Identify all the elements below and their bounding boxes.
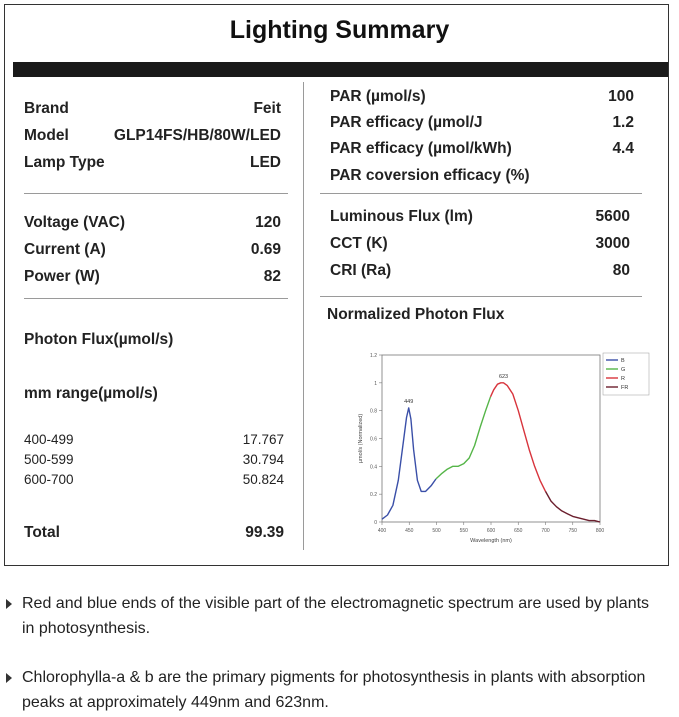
title-bar xyxy=(13,62,668,77)
y-tick-label: 0.2 xyxy=(370,492,377,499)
legend-label: G xyxy=(621,367,626,373)
current-value: 0.69 xyxy=(250,241,281,258)
range-value: 17.767 xyxy=(242,432,284,447)
x-tick-label: 550 xyxy=(459,528,468,534)
x-tick-label: 750 xyxy=(568,528,577,534)
range-value: 50.824 xyxy=(242,472,284,487)
par-efficacy-j-label: PAR efficacy (µmol/J xyxy=(330,114,483,131)
range-label: 600-700 xyxy=(24,472,74,487)
brand-label: Brand xyxy=(24,100,69,117)
x-tick-label: 650 xyxy=(514,528,523,534)
y-tick-label: 0.6 xyxy=(370,436,377,443)
legend-label: FR xyxy=(621,385,629,391)
power-label: Power (W) xyxy=(24,268,100,285)
peak-label: 623 xyxy=(498,373,509,380)
cri-value: 80 xyxy=(612,262,630,279)
y-tick-label: 0.8 xyxy=(370,408,377,415)
y-tick-label: 1.2 xyxy=(370,353,377,359)
left-divider-1 xyxy=(24,193,288,194)
legend-label: R xyxy=(621,376,625,382)
model-value: GLP14FS/HB/80W/LED xyxy=(113,127,281,144)
par-efficacy-kwh-value: 4.4 xyxy=(612,140,634,157)
brand-value: Feit xyxy=(253,100,281,117)
x-tick-label: 400 xyxy=(377,528,387,534)
y-tick-label: 1 xyxy=(374,380,377,387)
bullet-arrow-icon xyxy=(6,599,12,609)
par-efficacy-kwh-label: PAR efficacy (µmol/kWh) xyxy=(330,140,512,157)
lamptype-label: Lamp Type xyxy=(24,154,105,171)
note-text: Chlorophylla-a & b are the primary pigments for photosynthesis in plants with absorption peaks at approximately 449nm and 623nm. xyxy=(22,669,646,711)
range-value: 30.794 xyxy=(242,452,284,467)
model-label: Model xyxy=(24,127,69,144)
x-tick-label: 450 xyxy=(405,528,414,534)
peak-label: 449 xyxy=(404,398,414,405)
chart-heading: Normalized Photon Flux xyxy=(327,306,505,323)
total-label: Total xyxy=(24,524,60,541)
cct-value: 3000 xyxy=(595,235,630,252)
plot-area xyxy=(382,355,600,522)
series-line-r xyxy=(491,383,546,492)
x-tick-label: 500 xyxy=(432,528,441,534)
photon-flux-chart xyxy=(336,345,658,550)
x-axis-label: Wavelength (nm) xyxy=(470,538,512,544)
luminous-flux-value: 5600 xyxy=(595,208,630,225)
x-tick-label: 600 xyxy=(486,528,496,534)
power-value: 82 xyxy=(263,268,281,285)
series-line-fr xyxy=(546,491,601,522)
par-efficacy-j-value: 1.2 xyxy=(612,114,634,131)
y-tick-label: 0.4 xyxy=(370,464,377,471)
x-tick-label: 700 xyxy=(541,528,550,534)
right-divider-2 xyxy=(320,296,642,297)
cct-label: CCT (K) xyxy=(330,235,388,252)
y-tick-label: 0 xyxy=(374,520,377,526)
photon-flux-heading: Photon Flux(µmol/s) xyxy=(24,331,174,348)
legend-label: B xyxy=(621,358,625,364)
left-divider-2 xyxy=(24,298,288,299)
range-heading: mm range(µmol/s) xyxy=(24,385,158,402)
total-value: 99.39 xyxy=(245,524,284,541)
series-line-b xyxy=(382,408,436,519)
column-divider xyxy=(303,82,304,550)
voltage-value: 120 xyxy=(255,214,281,231)
par-label: PAR (µmol/s) xyxy=(330,88,426,105)
luminous-flux-label: Luminous Flux (lm) xyxy=(330,208,473,225)
lamptype-value: LED xyxy=(250,154,281,171)
par-conversion-label: PAR coversion efficacy (%) xyxy=(330,167,530,184)
range-label: 400-499 xyxy=(24,432,74,447)
note-text: Red and blue ends of the visible part of the electromagnetic spectrum are used by plants in photosynthesis. xyxy=(22,595,650,637)
voltage-label: Voltage (VAC) xyxy=(24,214,126,231)
x-tick-label: 800 xyxy=(595,528,605,534)
bullet-arrow-icon xyxy=(6,673,12,683)
right-divider-1 xyxy=(320,193,642,194)
current-label: Current (A) xyxy=(24,241,106,258)
par-value: 100 xyxy=(608,88,634,105)
page-title: Lighting Summary xyxy=(229,16,450,44)
y-axis-label: µmol/s (Normalized) xyxy=(358,413,364,464)
cri-label: CRI (Ra) xyxy=(330,262,392,279)
series-line-g xyxy=(436,397,491,479)
range-label: 500-599 xyxy=(24,452,74,467)
